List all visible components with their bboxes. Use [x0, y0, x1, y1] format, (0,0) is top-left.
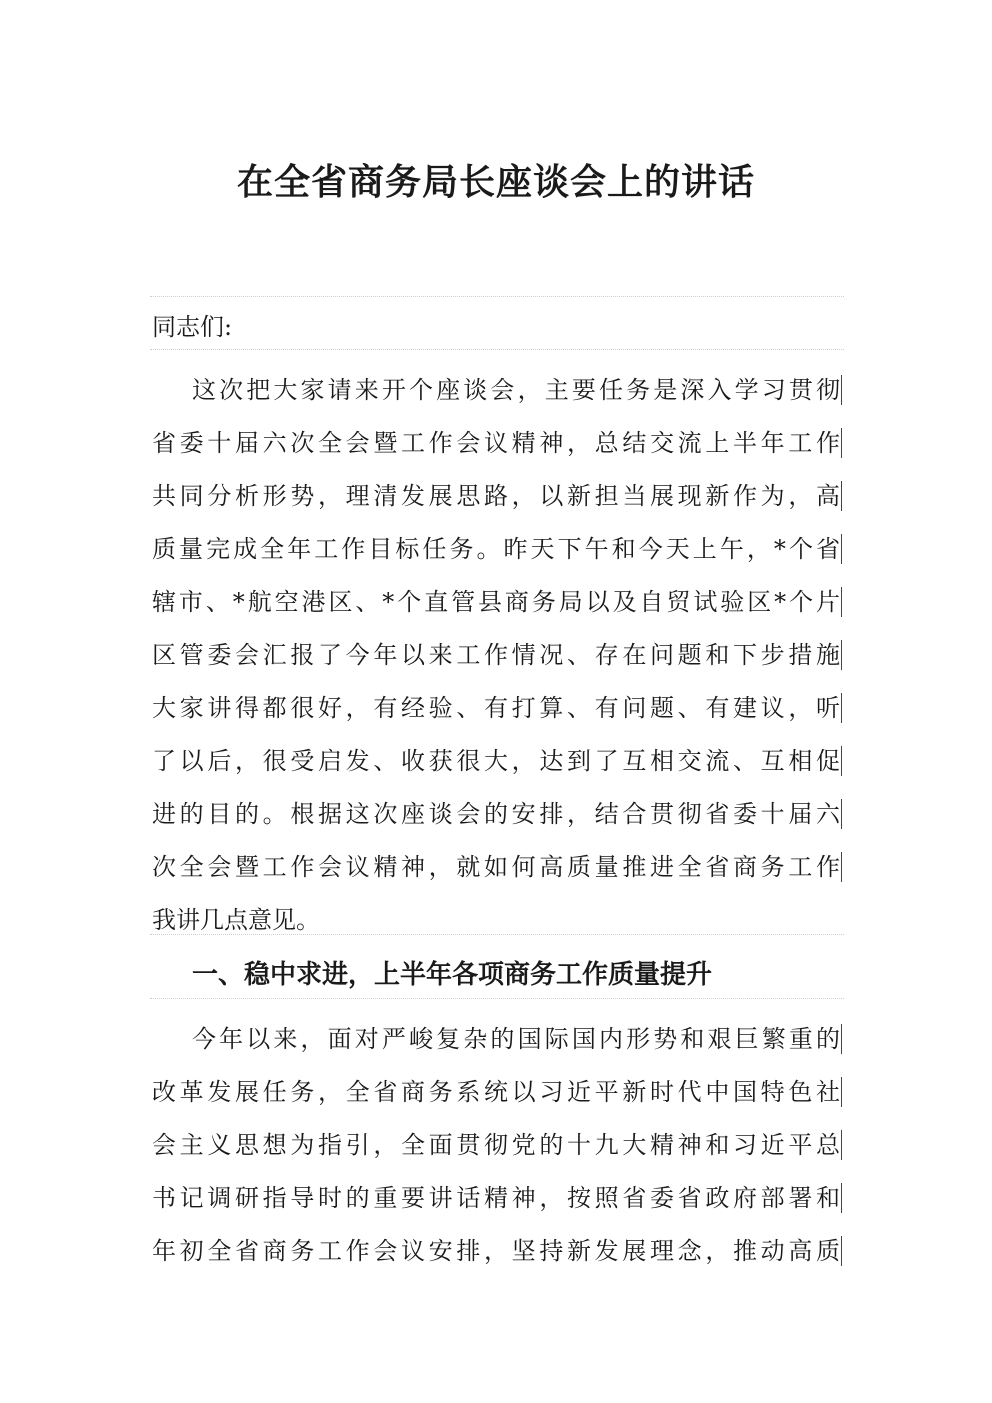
text-line: 书记调研指导时的重要讲话精神，按照省委省政府部署和 — [152, 1184, 840, 1212]
margin-bar — [841, 481, 842, 511]
margin-bar — [841, 693, 842, 723]
margin-bar — [841, 640, 842, 670]
text-line: 改革发展任务，全省商务系统以习近平新时代中国特色社 — [152, 1078, 840, 1106]
text-line: 区管委会汇报了今年以来工作情况、存在问题和下步措施 — [152, 641, 840, 669]
margin-bar — [841, 375, 842, 405]
text-line: 进的目的。根据这次座谈会的安排，结合贯彻省委十届六 — [152, 800, 840, 828]
text-line: 次全会暨工作会议精神，就如何高质量推进全省商务工作 — [152, 853, 840, 881]
text-line: 共同分析形势，理清发展思路，以新担当展现新作为，高 — [152, 482, 840, 510]
margin-bar — [841, 1130, 842, 1160]
text-line: 这次把大家请来开个座谈会，主要任务是深入学习贯彻 — [192, 376, 840, 404]
text-line: 今年以来，面对严峻复杂的国际国内形势和艰巨繁重的 — [192, 1025, 840, 1053]
text-line: 大家讲得都很好，有经验、有打算、有问题、有建议，听 — [152, 694, 840, 722]
text-line: 辖市、*航空港区、*个直管县商务局以及自贸试验区*个片 — [152, 588, 840, 616]
margin-bar — [841, 1183, 842, 1213]
document-title: 在全省商务局长座谈会上的讲话 — [236, 161, 755, 203]
margin-bar — [841, 799, 842, 829]
text-line: 了以后，很受启发、收获很大，达到了互相交流、互相促 — [152, 747, 840, 775]
section-heading: 一、稳中求进，上半年各项商务工作质量提升 — [192, 960, 713, 990]
margin-bar — [841, 587, 842, 617]
text-line: 我讲几点意见。 — [152, 906, 320, 934]
margin-bar — [841, 534, 842, 564]
divider — [150, 998, 844, 999]
divider — [150, 934, 844, 935]
margin-bar — [841, 1077, 842, 1107]
text-line: 年初全省商务工作会议安排，坚持新发展理念，推动高质 — [152, 1237, 840, 1265]
margin-bar — [841, 428, 842, 458]
text-line: 省委十届六次全会暨工作会议精神，总结交流上半年工作 — [152, 429, 840, 457]
margin-bar — [841, 852, 842, 882]
salutation: 同志们: — [152, 313, 233, 341]
text-line: 会主义思想为指引，全面贯彻党的十九大精神和习近平总 — [152, 1131, 840, 1159]
text-line: 质量完成全年工作目标任务。昨天下午和今天上午，*个省 — [152, 535, 840, 563]
divider — [150, 296, 844, 297]
divider — [150, 349, 844, 350]
margin-bar — [841, 1024, 842, 1054]
margin-bar — [841, 1236, 842, 1266]
margin-bar — [841, 746, 842, 776]
